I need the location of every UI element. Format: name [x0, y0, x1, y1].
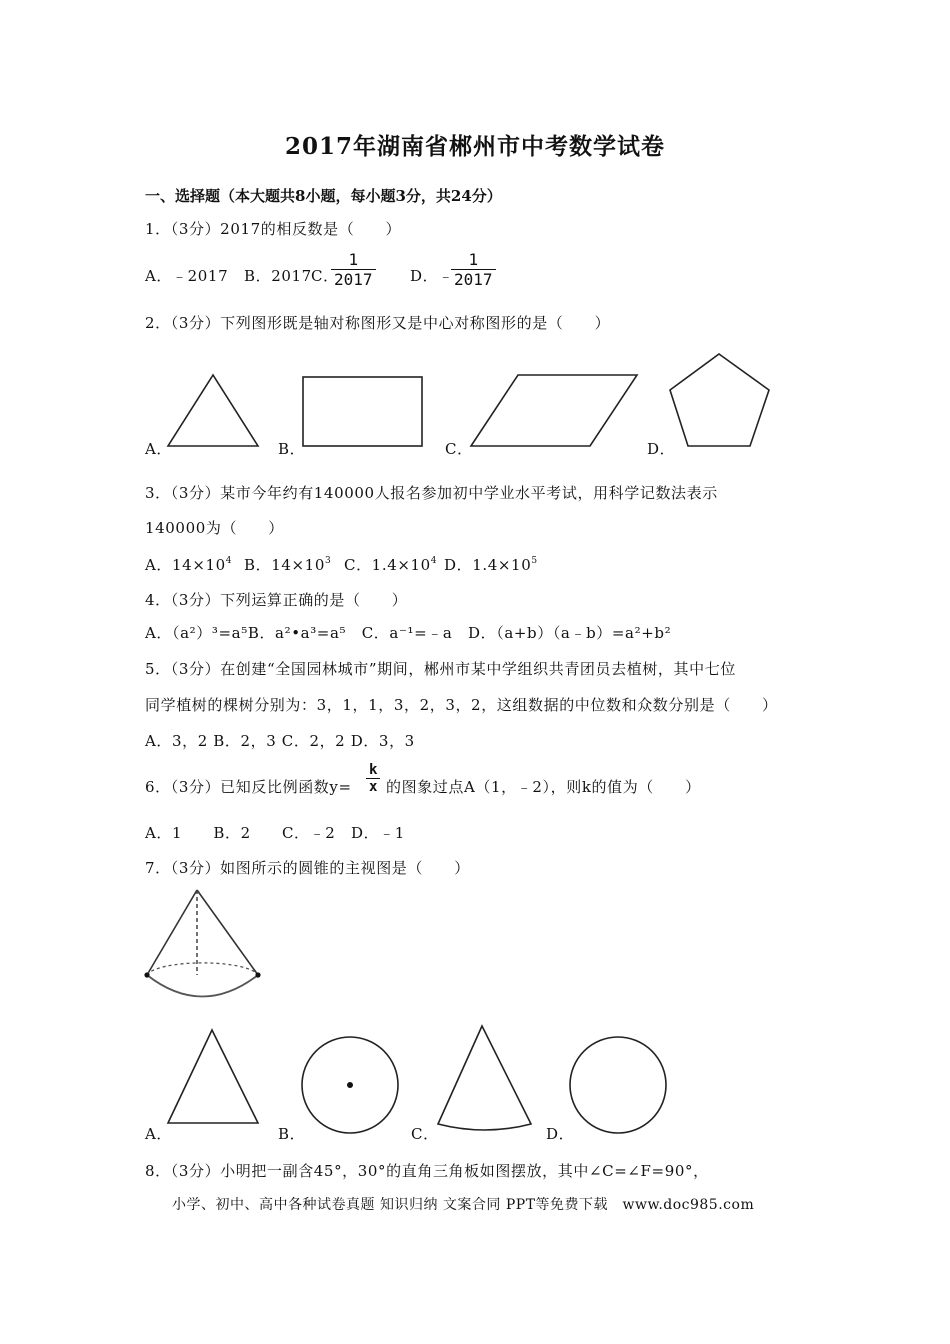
question-3-stem-line-2: 140000为（ ）: [145, 519, 284, 537]
fraction-numerator: 1: [331, 251, 376, 270]
triangle-icon: [168, 375, 258, 446]
triangle-icon: [168, 1030, 258, 1123]
question-2-option-d: D．: [647, 440, 676, 458]
question-8-stem: 8．（3分）小明把一副含45°，30°的直角三角板如图摆放，其中∠C=∠F=90°，: [145, 1162, 709, 1180]
question-7-cone-figure: [0, 880, 950, 1020]
question-1-option-a: A．﹣2017: [145, 267, 229, 285]
question-6-fraction: [366, 762, 380, 795]
question-7-option-d: D．: [546, 1125, 575, 1143]
question-7-option-a: A．: [145, 1125, 173, 1143]
question-3-option-a: A．$14\times 10^4$: [145, 556, 233, 574]
section-heading: 一、选择题（本大题共8小题，每小题3分，共24分）: [145, 187, 502, 205]
question-7-option-c: C．: [411, 1125, 439, 1143]
cone-icon: [144, 890, 260, 997]
parallelogram-icon: [471, 375, 637, 446]
fraction-denominator: 2017: [334, 270, 373, 289]
fraction-denominator: x: [369, 779, 378, 795]
question-7-stem: 7．（3分）如图所示的圆锥的主视图是（ ）: [145, 859, 470, 877]
question-4-stem: 4．（3分）下列运算正确的是（ ）: [145, 591, 408, 609]
fraction-numerator: 1: [451, 251, 496, 270]
question-2-option-c: C．: [445, 440, 473, 458]
question-2-figures: [0, 345, 950, 465]
question-5-options: A．3，2 B．2，3 C．2，2 D．3，3: [145, 732, 415, 750]
question-1-fraction-d: [451, 251, 496, 290]
question-3-option-b: B．$14\times 10^3$: [244, 556, 332, 574]
question-1-option-c: C．: [311, 267, 339, 285]
question-2-option-a: A．: [145, 440, 173, 458]
question-5-stem-line-2: 同学植树的棵树分别为：3，1，1，3，2，3，2，这组数据的中位数和众数分别是（ ）: [145, 696, 778, 714]
question-6-stem-post: 的图象过点A（1，﹣2），则k的值为（ ）: [386, 778, 701, 796]
question-2-option-b: B．: [278, 440, 306, 458]
page-title: 2017年湖南省郴州市中考数学试卷: [284, 133, 665, 160]
question-1-option-d: D．﹣: [410, 267, 454, 285]
circle-icon: [570, 1037, 666, 1133]
rectangle-icon: [303, 377, 422, 446]
question-7-figures: [0, 1020, 950, 1140]
question-1-option-b: B．2017: [244, 267, 312, 285]
pentagon-icon: [670, 354, 769, 446]
question-7-option-b: B．: [278, 1125, 306, 1143]
fraction-numerator: k: [366, 762, 380, 779]
question-6-stem-pre: 6．（3分）已知反比例函数y=: [145, 778, 352, 796]
fraction-denominator: 2017: [454, 270, 493, 289]
question-3-stem-line-1: 3．（3分）某市今年约有140000人报名参加初中学业水平考试，用科学记数法表示: [145, 484, 718, 502]
question-5-stem-line-1: 5．（3分）在创建“全国园林城市”期间，郴州市某中学组织共青团员去植树，其中七位: [145, 660, 736, 678]
question-3-option-c: C．$1.4\times 10^4$: [344, 556, 438, 574]
page-footer: 小学、初中、高中各种试卷真题 知识归纳 文案合同 PPT等免费下载 www.doc985.com: [172, 1197, 755, 1213]
question-4-options: A．（a²）³=a⁵B．a²•a³=a⁵ C．a⁻¹=﹣a D．（a+b）（a﹣b）=a²+b²: [145, 624, 672, 642]
question-2-stem: 2．（3分）下列图形既是轴对称图形又是中心对称图形的是（ ）: [145, 314, 611, 332]
question-1-stem: 1．（3分）2017的相反数是（ ）: [145, 220, 402, 238]
question-1-fraction-c: [331, 251, 376, 290]
question-3-option-d: D．$1.4\times 10^5$: [444, 556, 538, 574]
circle-with-dot-icon: [302, 1037, 398, 1133]
question-6-options: A．1 B．2 C．﹣2 D．﹣1: [145, 824, 405, 842]
sector-icon: [438, 1026, 531, 1130]
